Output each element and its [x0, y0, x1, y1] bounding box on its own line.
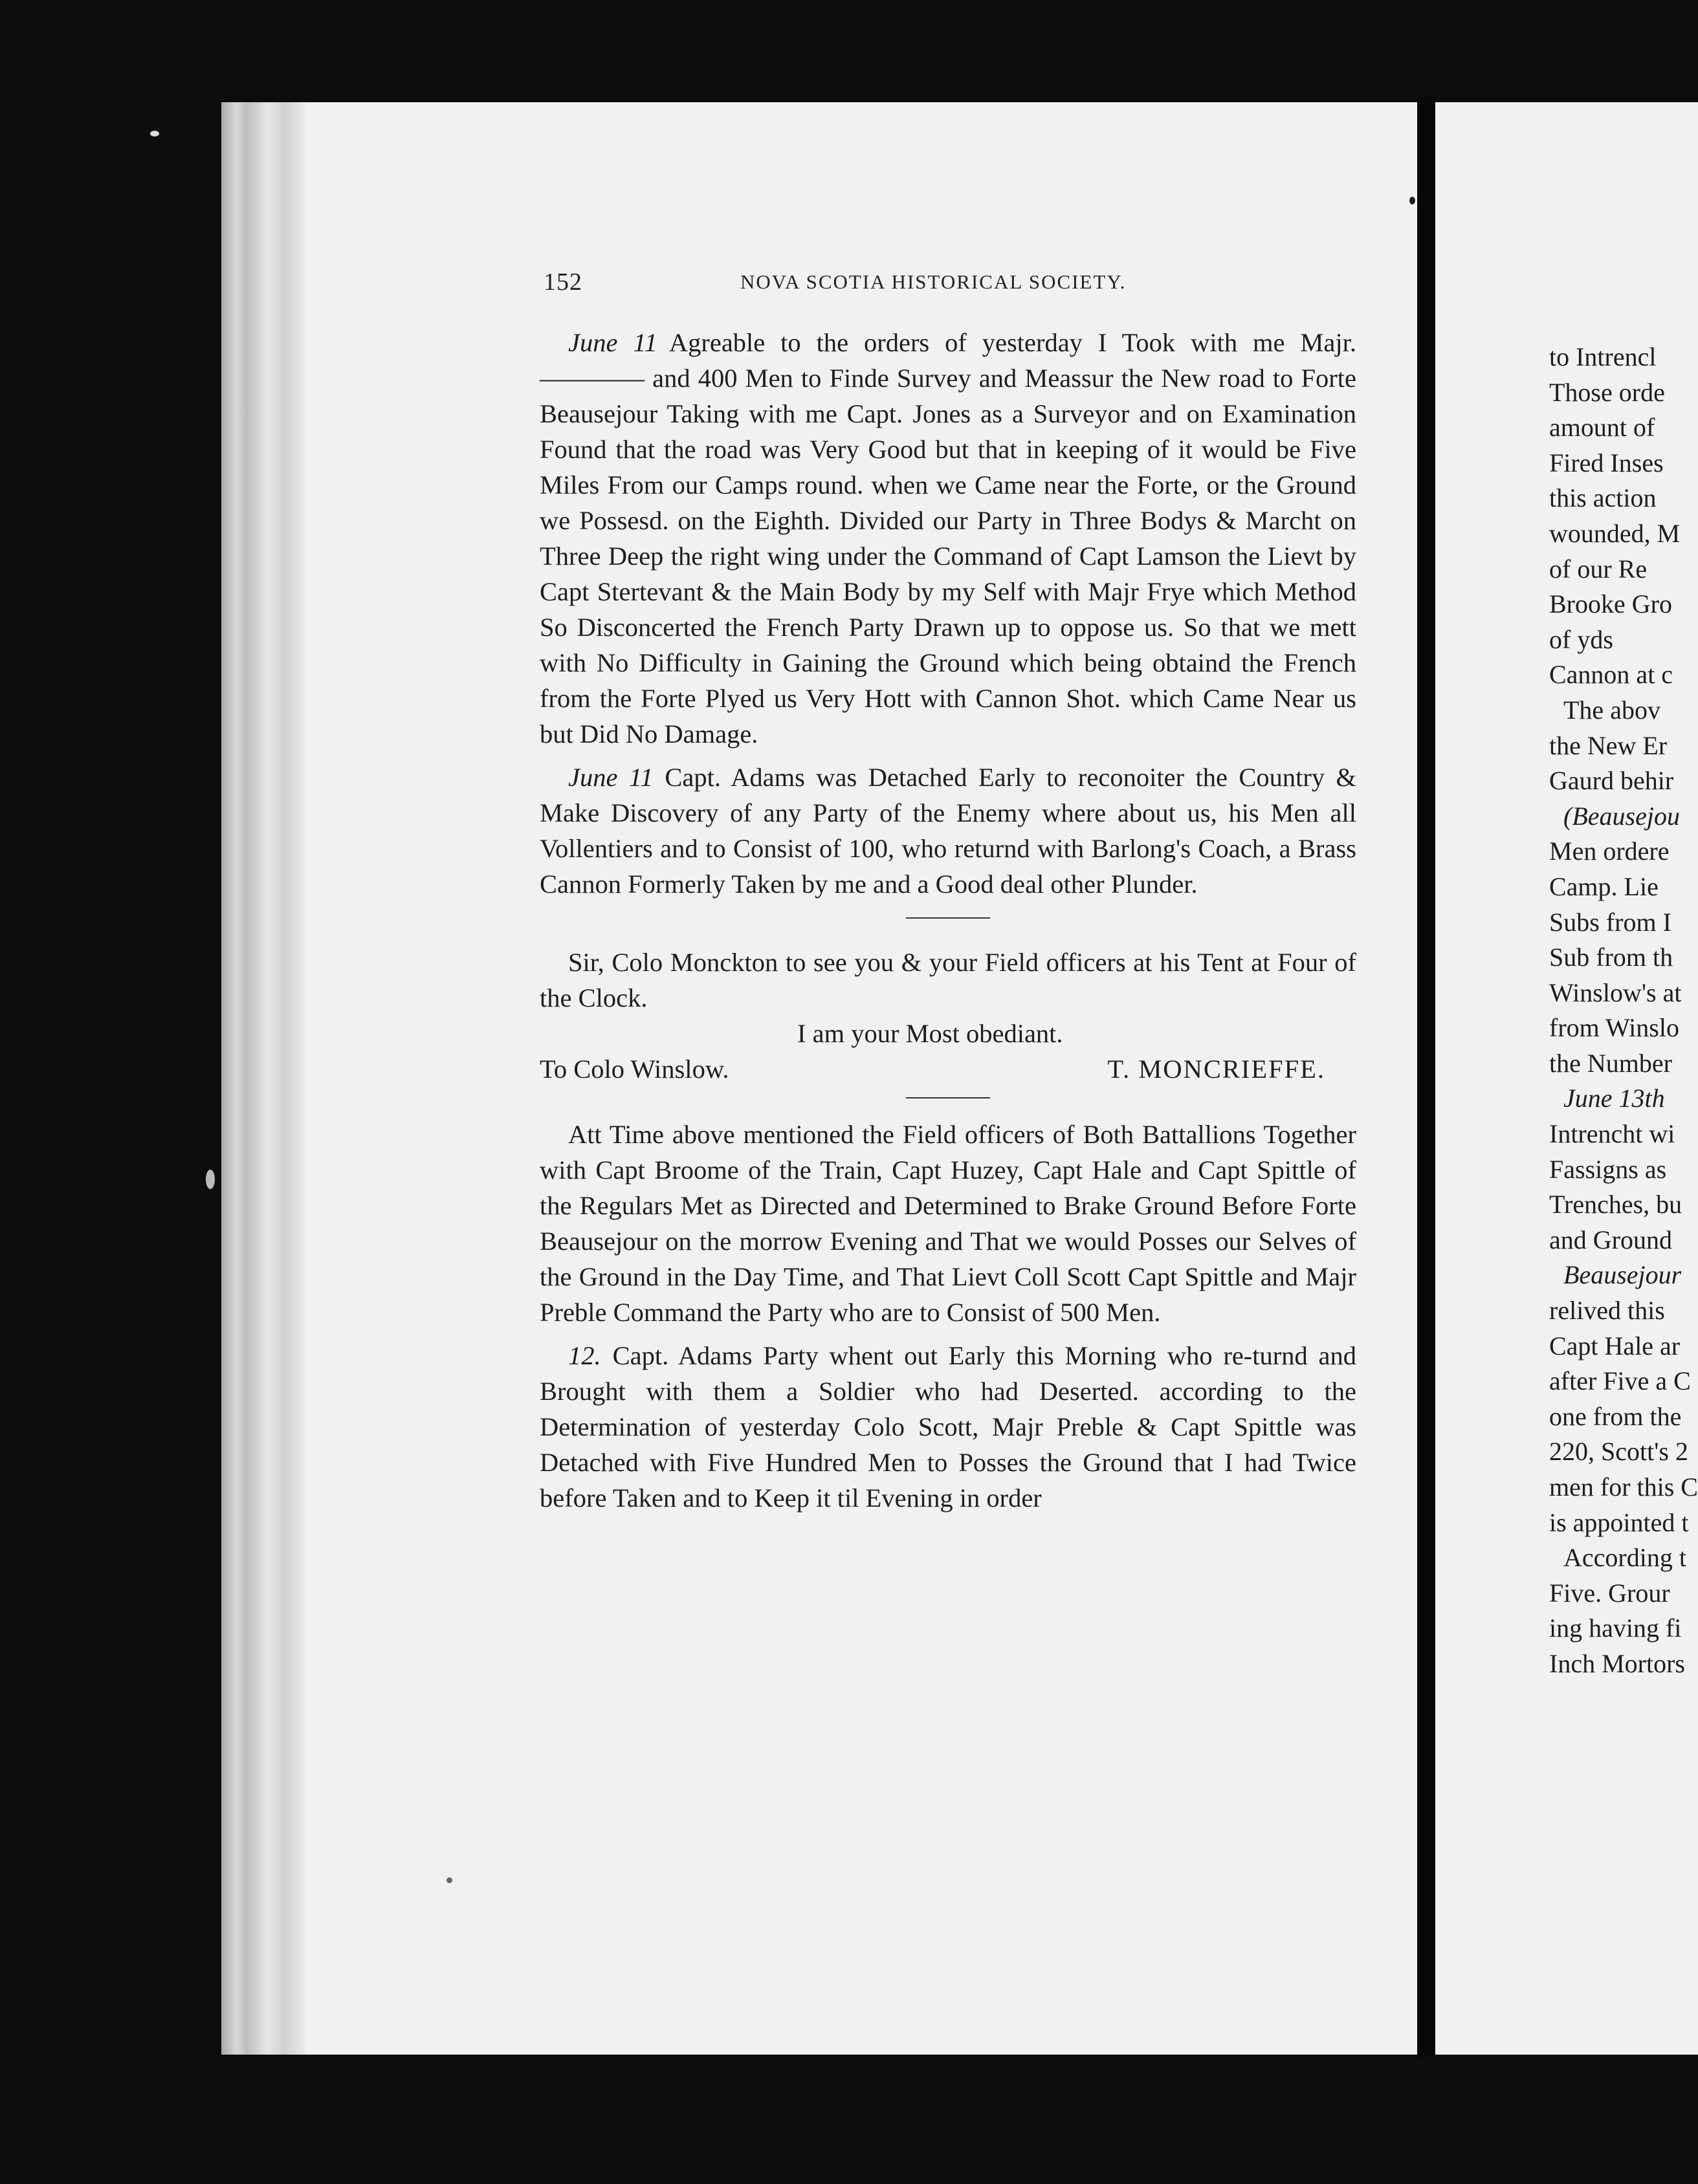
letter-addressee: To Colo Winslow. [540, 1054, 729, 1084]
facing-page-line: Trenches, bu [1549, 1190, 1682, 1219]
letter-body: Sir, Colo Monckton to see you & your Field officers at his Tent at Four of the Clock. [540, 948, 1356, 1012]
page-gutter [1417, 97, 1435, 2057]
facing-page-line: and Ground [1549, 1225, 1672, 1254]
page-number: 152 [544, 268, 582, 296]
facing-page-line: Cannon at c [1549, 660, 1673, 690]
facing-page-line: Fired Inses [1549, 448, 1664, 477]
facing-page-line: wounded, M [1549, 518, 1681, 548]
paragraph-text: Capt. Adams Party whent out Early this Morning who re-turnd and Brought with them a Soldier who had Deserted. according to the Determination of yesterday Colo Scott, Majr Preble & Capt Spittle was Detached with Five Hundred Men to Posses the Ground that I had Twice before Taken and to Keep it til Evening in order [540, 1341, 1356, 1512]
facing-page-line: Gaurd behir [1549, 766, 1674, 796]
section-rule [906, 917, 990, 919]
facing-page-line: Camp. Lie [1549, 871, 1659, 901]
dust-speck [206, 1170, 215, 1189]
facing-page-line: Those orde [1549, 377, 1665, 407]
facing-page-line: June 13th [1563, 1084, 1665, 1113]
facing-page-line: men for this C [1549, 1472, 1698, 1502]
running-title: NOVA SCOTIA HISTORICAL SOCIETY. [740, 270, 1127, 293]
dust-speck [447, 1877, 452, 1883]
facing-page-line: The abov [1563, 695, 1660, 725]
paragraph [540, 1338, 1356, 1516]
entry-date: 12. [568, 1341, 601, 1370]
letter-closing: I am your Most obediant. [797, 1019, 1063, 1048]
facing-page-line: Beausejour [1563, 1260, 1682, 1290]
facing-page-line: the New Er [1549, 730, 1668, 760]
paragraph [540, 1117, 1356, 1330]
dust-speck [1409, 197, 1415, 204]
facing-page-line: amount of [1549, 413, 1655, 442]
facing-page-line: (Beausejou [1563, 801, 1680, 831]
facing-page-line: of our Re [1549, 554, 1648, 584]
facing-page-line: Subs from I [1549, 907, 1671, 937]
facing-page-line: Capt Hale ar [1549, 1331, 1681, 1360]
facing-page-line: According t [1563, 1543, 1686, 1573]
facing-page-line: the Number [1549, 1048, 1672, 1078]
facing-page-line: of yds [1549, 624, 1613, 654]
facing-page-line: Inch Mortors [1549, 1648, 1685, 1678]
facing-page-line: Brooke Gro [1549, 589, 1672, 619]
facing-page-line: after Five a C [1549, 1366, 1691, 1396]
facing-page-line: is appointed t [1549, 1507, 1689, 1537]
dust-speck [150, 131, 159, 136]
facing-page-line: one from the [1549, 1401, 1682, 1431]
facing-page-line: ing having fi [1549, 1613, 1682, 1643]
facing-page-line: 220, Scott's 2 [1549, 1437, 1688, 1467]
facing-page-line: Sub from th [1549, 943, 1673, 972]
facing-page-line: from Winslo [1549, 1013, 1679, 1043]
facing-page-text [1549, 340, 1698, 1682]
paragraph-text: Capt. Adams was Detached Early to reconoiter the Country & Make Discovery of any Party of the Enemy where about us, his Men all Vollentiers and to Consist of 100, who returnd with Barlong's Coach, a Brass Cannon Formerly Taken by me and a Good deal other Plunder. [540, 763, 1356, 899]
page-body [540, 325, 1356, 1516]
paragraph [540, 759, 1356, 902]
facing-page-line: Men ordere [1549, 836, 1670, 866]
letter-signature-line [540, 1051, 1356, 1087]
paragraph-text: Att Time above mentioned the Field officers of Both Battallions Together with Capt Broome of the Train, Capt Huzey, Capt Hale and Capt Spittle of the Regulars Met as Directed and Determined to Brake Ground Before Forte Beausejour on the morrow Evening and That we would Posses our Selves of the Ground in the Day Time, and That Lievt Coll Scott Capt Spittle and Majr Preble Command the Party who are to Consist of 500 Men. [540, 1120, 1356, 1327]
paragraph-text: Agreable to the orders of yesterday I Took with me Majr. ———— and 400 Men to Finde Survey and Meassur the New road to Forte Beausejour Taking with me Capt. Jones as a Surveyor and on Examination Found that the road was Very Good but that in keeping of it would be Five Miles From our Camps round. when we Came near the Forte, or the Ground we Possesd. on the Eighth. Divided our Party in Three Bodys & Marcht on Three Deep the right wing under the Command of Capt Lamson the Lievt by Capt Stertevant & the Main Body by my Self with Majr Frye which Method So Disconcerted the French Party Drawn up to oppose us. So that we mett with No Difficulty in Gaining the Ground which being obtaind the French from the Forte Plyed us Very Hott with Cannon Shot. which Came Near us but Did No Damage. [540, 328, 1356, 748]
facing-page-line: relived this [1549, 1296, 1665, 1326]
facing-page-line: Winslow's at [1549, 977, 1682, 1007]
facing-page-line: to Intrencl [1549, 342, 1657, 371]
section-rule [906, 1097, 990, 1098]
facing-page-line: Fassigns as [1549, 1154, 1667, 1184]
letter-signature: T. MONCRIEFFE. [1107, 1054, 1325, 1084]
page-edge [221, 102, 305, 2055]
facing-page-line: Intrencht wi [1549, 1119, 1675, 1149]
facing-page-line: Five. Grour [1549, 1578, 1670, 1608]
entry-date: June 11 [568, 328, 657, 357]
facing-page-line: this action [1549, 483, 1657, 513]
entry-date: June 11 [568, 763, 654, 792]
paragraph [540, 325, 1356, 752]
